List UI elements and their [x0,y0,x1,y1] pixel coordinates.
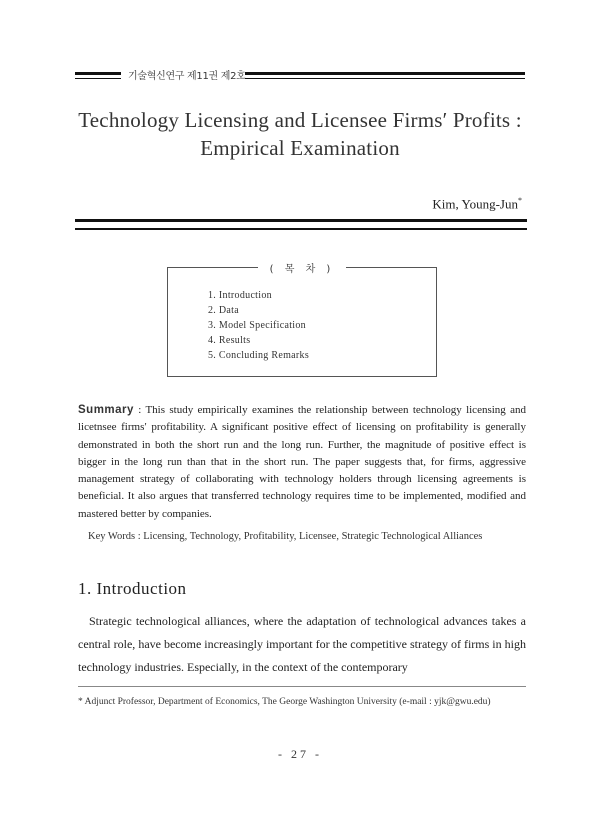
keywords: Key Words : Licensing, Technology, Profitability, Licensee, Strategic Technological Alliances [88,531,483,542]
toc-item: 4. Results [208,335,251,346]
paragraph: Strategic technological alliances, where the adaptation of technological advances takes a central role, have become increasingly important for the competitive strategy of firms in high technology industries. Especially, in the context of the contemporary [78,614,526,674]
paper-title [0,106,600,162]
title-separator [75,219,527,230]
toc-heading: ( 목 차 ) [258,264,347,275]
footnote: * Adjunct Professor, Department of Economics, The George Washington University (e-mail : yjk@gwu.edu) [78,697,491,707]
abstract [78,402,526,523]
toc-item: 5. Concluding Remarks [208,350,310,361]
journal-name: 기술혁신연구 제11권 제2호 [128,71,246,82]
journal-header [75,70,525,84]
section-heading: 1. Introduction [78,579,187,598]
table-of-contents [167,264,437,377]
toc-list [208,288,309,363]
title-line-2: Empirical Examination [200,136,400,160]
author-name: Kim, Young-Jun [432,196,518,212]
title-line-1: Technology Licensing and Licensee Firms′ Profits : [78,108,522,132]
summary-text: : This study empirically examines the relationship between technology licensing and licetnsee firms′ profitability. A significant positive effect of licensing on profitability is generally demonstrated in both the short run and the long run. Further, the magnitude of positive effect is bigger in the long run than that in the short run. The paper suggests that, for firms, aggressive management strategy of collaborating with technology holders through licensing agreements is beneficial. It also argues that transferred technology requires time to be implemented, modified and mastered better by companies. [78,404,527,520]
toc-item: 3. Model Specification [208,320,306,331]
author-footnote-mark: * [518,196,522,205]
page-number: - 27 - [278,747,322,761]
body-text [78,610,526,679]
toc-item: 1. Introduction [208,290,272,301]
header-rule-left [75,72,121,79]
summary-label: Summary [78,404,134,416]
author [432,196,522,212]
header-rule-right [245,72,525,79]
footnote-divider [78,686,526,687]
toc-item: 2. Data [208,305,239,316]
toc-heading-wrap [168,259,436,277]
